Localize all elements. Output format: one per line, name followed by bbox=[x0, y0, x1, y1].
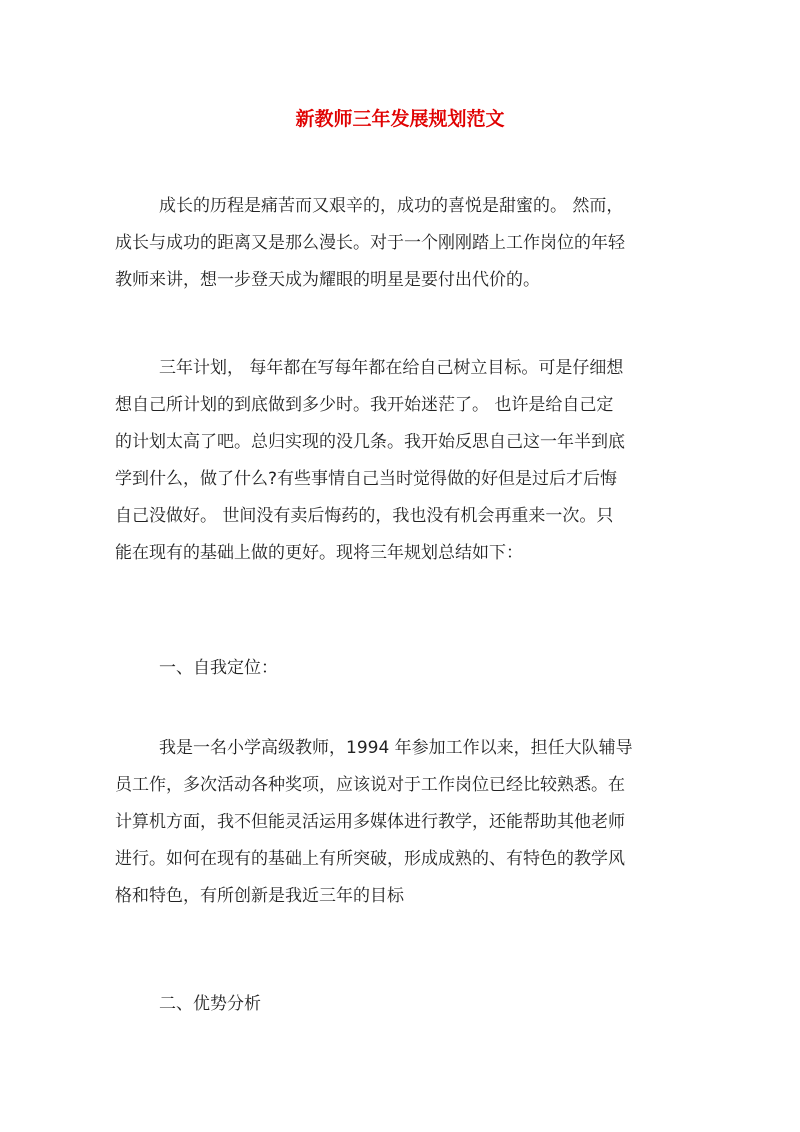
paragraph-line: 能在现有的基础上做的更好。现将三年规划总结如下： bbox=[115, 543, 523, 563]
section-heading-advantages bbox=[115, 986, 695, 1023]
paragraph-line: 我是一名小学高级教师，1994 年参加工作以来，担任大队辅导 bbox=[159, 738, 633, 758]
paragraph-line: 三年计划， 每年都在写每年都在给自己树立目标。可是仔细想 bbox=[159, 358, 624, 378]
section-heading: 一、自我定位： bbox=[159, 658, 278, 678]
paragraph-line: 进行。如何在现有的基础上有所突破，形成成熟的、有特色的教学风 bbox=[115, 849, 625, 869]
paragraph-line: 的计划太高了吧。总归实现的没几条。我开始反思自己这一年半到底 bbox=[115, 432, 625, 452]
paragraph-three-year-plan bbox=[115, 350, 695, 572]
paragraph-line: 教师来讲，想一步登天成为耀眼的明星是要付出代价的。 bbox=[115, 270, 540, 290]
paragraph-line: 格和特色，有所创新是我近三年的目标 bbox=[115, 886, 404, 906]
paragraph-self-positioning bbox=[115, 730, 695, 915]
paragraph-line: 成长与成功的距离又是那么漫长。对于一个刚刚踏上工作岗位的年轻 bbox=[115, 233, 625, 253]
paragraph-line: 自己没做好。 世间没有卖后悔药的，我也没有机会再重来一次。只 bbox=[115, 506, 614, 526]
document-title: 新教师三年发展规划范文 bbox=[295, 108, 505, 130]
section-heading: 二、优势分析 bbox=[159, 994, 261, 1014]
paragraph-line: 成长的历程是痛苦而又艰辛的，成功的喜悦是甜蜜的。 然而， bbox=[159, 196, 624, 216]
paragraph-line: 学到什么，做了什么?有些事情自己当时觉得做的好但是过后才后悔 bbox=[115, 469, 618, 489]
paragraph-intro bbox=[115, 188, 695, 299]
paragraph-line: 员工作，多次活动各种奖项，应该说对于工作岗位已经比较熟悉。在 bbox=[115, 775, 625, 795]
paragraph-line: 计算机方面，我不但能灵活运用多媒体进行教学，还能帮助其他老师 bbox=[115, 812, 625, 832]
section-heading-self-positioning bbox=[115, 650, 695, 687]
paragraph-line: 想自己所计划的到底做到多少时。我开始迷茫了。 也许是给自己定 bbox=[115, 395, 614, 415]
